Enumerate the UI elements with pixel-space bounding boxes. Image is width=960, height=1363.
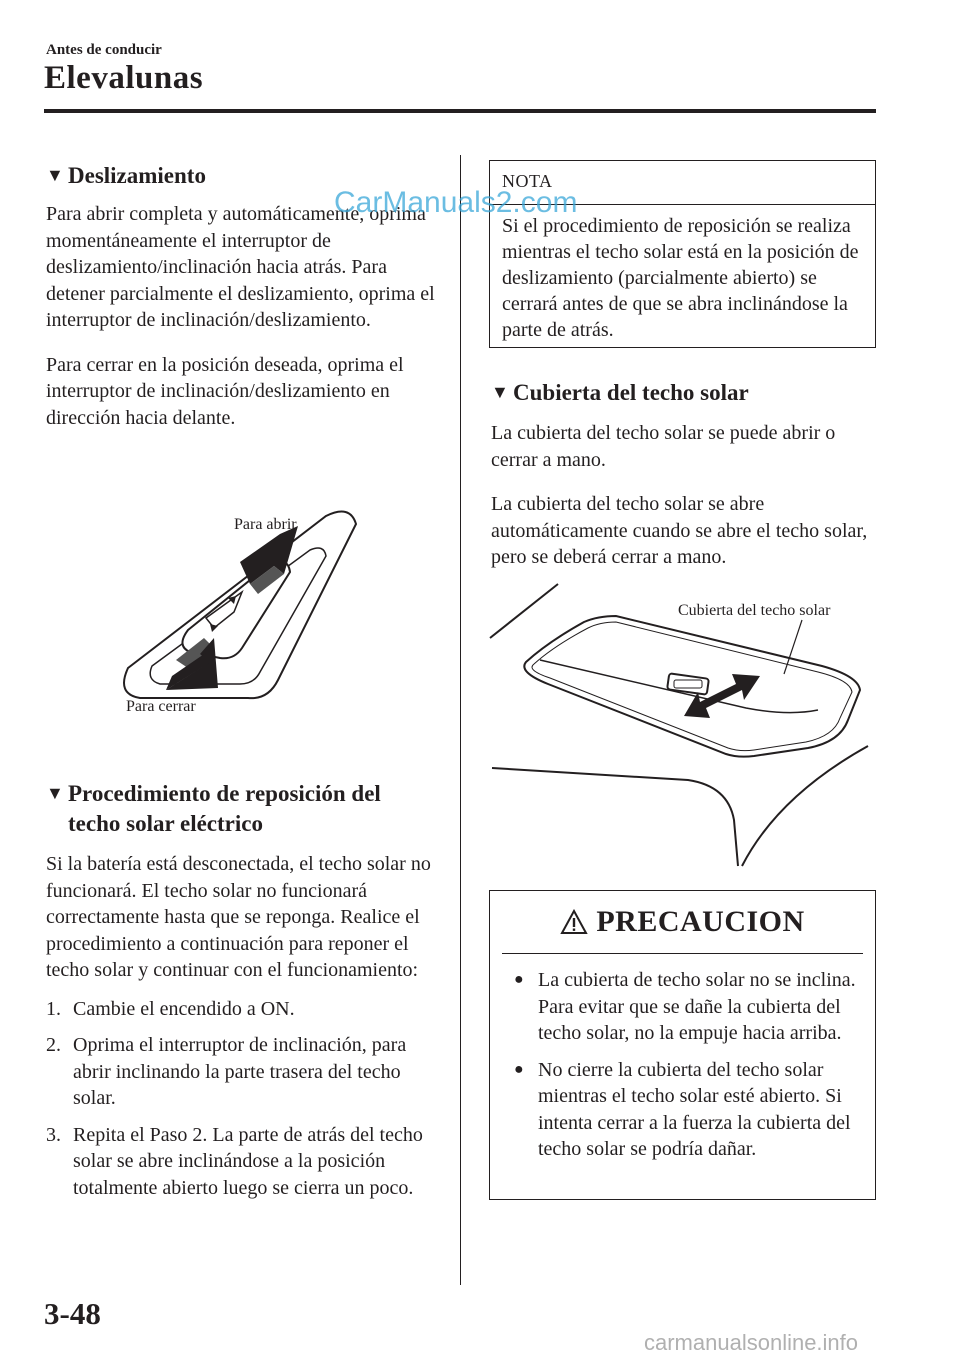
watermark-top: CarManuals2.com (334, 186, 578, 219)
bullet-icon: ● (514, 971, 524, 988)
list-item: 3. Repita el Paso 2. La parte de atrás del techo solar se abre inclinándose a la posición totalmente abierto luego se cierra un poco. (46, 1123, 423, 1199)
precaucion-divider (502, 953, 863, 954)
heading-reposicion: ▼ Procedimiento de reposición del (46, 778, 438, 809)
bullet-icon: ● (514, 1060, 524, 1078)
chapter-title: Elevalunas (44, 60, 204, 96)
triangle-marker-icon: ▼ (46, 783, 64, 803)
precaucion-header: PRECAUCION (490, 905, 875, 939)
heading-cubierta: ▼ Cubierta del techo solar (491, 377, 876, 408)
watermark-bottom: carmanualsonline.info (644, 1330, 859, 1355)
label-para-abrir: Para abrir (234, 516, 297, 533)
section-cubierta (491, 377, 876, 571)
precaucion-list (512, 967, 869, 1173)
heading-deslizamiento: ▼ Deslizamiento (46, 160, 438, 191)
paragraph: Si la batería está desconectada, el techo solar no funcionará. El techo solar no funcionará correctamente hasta que se reponga. Realice el procedimiento a continuación para reponer el techo solar y continuar con el funcionamiento: (46, 853, 431, 981)
triangle-marker-icon: ▼ (491, 382, 509, 402)
list-item: ● No cierre la cubierta del techo solar mientras el techo solar esté abierto. Si intenta cerrar a la fuerza la cubierta del techo solar se podría dañar. (514, 1058, 851, 1160)
section-kicker: Antes de conducir (46, 42, 162, 58)
header-rule (44, 109, 876, 113)
label-para-cerrar: Para cerrar (126, 698, 196, 715)
label-cubierta: Cubierta del techo solar (678, 602, 831, 619)
triangle-marker-icon: ▼ (46, 165, 64, 185)
paragraph: La cubierta del techo solar se abre automáticamente cuando se abre el techo solar, pero se deberá cerrar a mano. (491, 493, 868, 568)
list-item: ● La cubierta de techo solar no se inclina. Para evitar que se dañe la cubierta del techo solar, no la empuje hacia arriba. (514, 969, 856, 1044)
paragraph: La cubierta del techo solar se puede abrir o cerrar a mano. (491, 422, 836, 471)
nota-title: NOTA (502, 171, 553, 191)
warning-triangle-icon (560, 909, 588, 935)
heading-reposicion-line2: techo solar eléctrico (68, 811, 263, 836)
page-number: 3-48 (44, 1296, 101, 1331)
precaucion-box (489, 890, 876, 1200)
paragraph: Para cerrar en la posición deseada, oprima el interruptor de inclinación/deslizamiento en dirección hacia delante. (46, 353, 404, 429)
column-divider (460, 155, 461, 1285)
section-reposicion (46, 778, 438, 1211)
list-item: 1. Cambie el encendido a ON. (46, 997, 295, 1020)
sunshade-illustration (488, 580, 878, 870)
list-item: 2. Oprima el interruptor de inclinación, para abrir inclinando la parte trasera del techo solar. (46, 1034, 407, 1109)
nota-text: Si el procedimiento de reposición se realiza mientras el techo solar está en la posición de deslizamiento (parcialmente abierto) se cerrará antes de que se abra inclinándose la parte de atrás. (502, 215, 859, 341)
reset-steps-list (46, 996, 438, 1202)
paragraph: Para abrir completa y automáticamente, oprima momentáneamente el interruptor de deslizamiento/inclinación hacia atrás. Para detener parcialmente el deslizamiento, oprima el interruptor de inclinación/deslizamiento. (46, 203, 435, 331)
